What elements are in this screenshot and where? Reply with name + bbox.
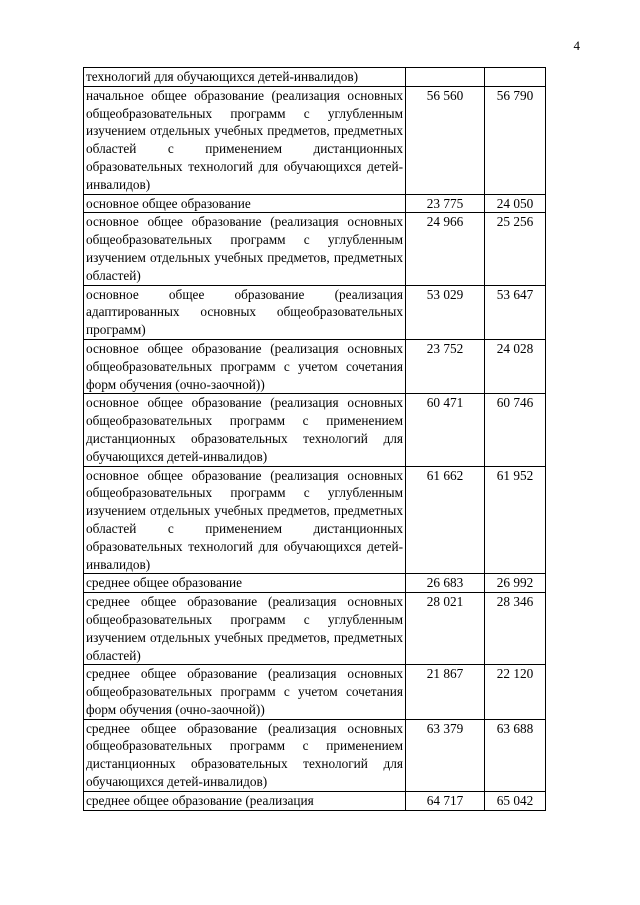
row-value-2: 24 050 (485, 194, 546, 213)
row-value-1: 21 867 (406, 665, 485, 719)
row-value-1: 64 717 (406, 791, 485, 810)
row-description: среднее общее образование (реализация основных общеобразовательных программ с применением дистанционных образовательных технологий для обучающихся детей-инвалидов) (84, 719, 406, 791)
table-row (84, 466, 546, 574)
row-value-1: 23 775 (406, 194, 485, 213)
row-description: среднее общее образование (реализация (84, 791, 406, 810)
table-row (84, 194, 546, 213)
row-description: основное общее образование (84, 194, 406, 213)
funding-table (83, 67, 546, 811)
row-description: основное общее образование (реализация основных общеобразовательных программ с углубленным изучением отдельных учебных предметов, предметных областей с применением дистанционных образовательных технологий для обучающихся детей-инвалидов) (84, 466, 406, 574)
row-value-1: 24 966 (406, 213, 485, 285)
table-row (84, 719, 546, 791)
row-value-1: 26 683 (406, 574, 485, 593)
row-description: начальное общее образование (реализация основных общеобразовательных программ с углубленным изучением отдельных учебных предметов, предметных областей с применением дистанционных образовательных технологий для обучающихся детей-инвалидов) (84, 86, 406, 194)
row-value-2: 22 120 (485, 665, 546, 719)
row-description: среднее общее образование (реализация основных общеобразовательных программ с учетом сочетания форм обучения (очно-заочной)) (84, 665, 406, 719)
table-row (84, 665, 546, 719)
row-value-2 (485, 68, 546, 87)
table-row (84, 593, 546, 665)
table-row (84, 68, 546, 87)
row-description: среднее общее образование (реализация основных общеобразовательных программ с углубленным изучением отдельных учебных предметов, предметных областей) (84, 593, 406, 665)
row-value-2: 56 790 (485, 86, 546, 194)
row-description: основное общее образование (реализация основных общеобразовательных программ с применением дистанционных образовательных технологий для обучающихся детей-инвалидов) (84, 394, 406, 466)
table-row (84, 394, 546, 466)
row-value-2: 61 952 (485, 466, 546, 574)
row-value-1: 56 560 (406, 86, 485, 194)
page-number: 4 (573, 38, 580, 53)
row-value-2: 28 346 (485, 593, 546, 665)
row-description: основное общее образование (реализация основных общеобразовательных программ с углубленным изучением отдельных учебных предметов, предметных областей) (84, 213, 406, 285)
row-value-2: 63 688 (485, 719, 546, 791)
row-description: среднее общее образование (84, 574, 406, 593)
row-value-2: 26 992 (485, 574, 546, 593)
table-row (84, 213, 546, 285)
row-value-1: 60 471 (406, 394, 485, 466)
row-description: основное общее образование (реализация адаптированных основных общеобразовательных программ) (84, 285, 406, 339)
row-value-2: 60 746 (485, 394, 546, 466)
row-value-1 (406, 68, 485, 87)
table-row (84, 339, 546, 393)
table-row (84, 86, 546, 194)
row-value-2: 53 647 (485, 285, 546, 339)
row-value-1: 63 379 (406, 719, 485, 791)
table-row (84, 791, 546, 810)
row-description: технологий для обучающихся детей-инвалидов) (84, 68, 406, 87)
row-description: основное общее образование (реализация основных общеобразовательных программ с учетом сочетания форм обучения (очно-заочной)) (84, 339, 406, 393)
table-row (84, 574, 546, 593)
row-value-2: 65 042 (485, 791, 546, 810)
row-value-2: 24 028 (485, 339, 546, 393)
row-value-1: 28 021 (406, 593, 485, 665)
row-value-1: 53 029 (406, 285, 485, 339)
row-value-1: 23 752 (406, 339, 485, 393)
table-row (84, 285, 546, 339)
row-value-2: 25 256 (485, 213, 546, 285)
row-value-1: 61 662 (406, 466, 485, 574)
